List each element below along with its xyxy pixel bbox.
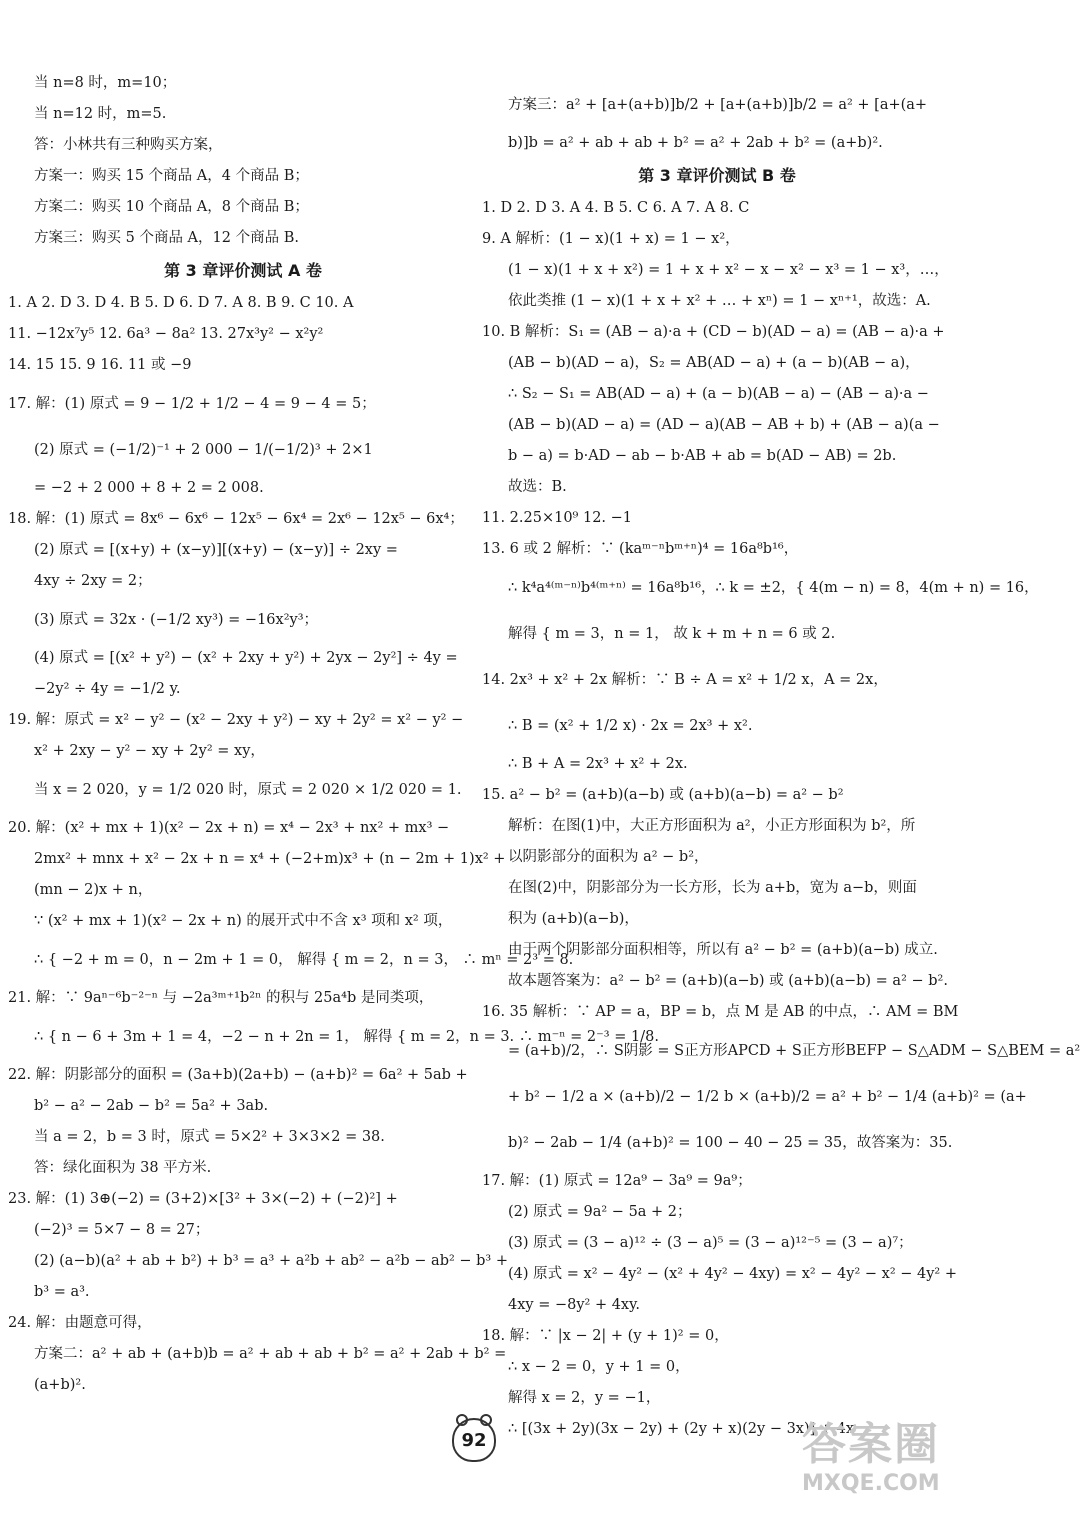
watermark-url: MXQE.COM xyxy=(802,1471,940,1496)
answer-line: 15. a² − b² = (a+b)(a−b) 或 (a+b)(a−b) = a² − b² xyxy=(482,787,844,803)
answer-line: 13. 6 或 2 解析：∵ (kaᵐ⁻ⁿbᵐ⁺ⁿ)⁴ = 16a⁸b¹⁶， xyxy=(482,541,799,557)
answer-line: 10. B 解析：S₁ = (AB − a)·a + (CD − b)(AD − a) = (AB − a)·a + xyxy=(482,324,945,340)
answer-line: 依此类推 (1 − x)(1 + x + x² + … + xⁿ) = 1 − xⁿ⁺¹，故选：A. xyxy=(508,293,931,309)
answer-line: (2) 原式 = (−1/2)⁻¹ + 2 000 − 1/(−1/2)³ + 2×1 xyxy=(34,442,373,458)
answer-line: (4) 原式 = x² − 4y² − (x² + 4y² − 4xy) = x² − 4y² − x² − 4y² + xyxy=(508,1266,958,1282)
section-heading: 第 3 章评价测试 A 卷 xyxy=(164,261,322,280)
answer-line: 解析：在图(1)中，大正方形面积为 a²，小正方形面积为 b²，所 xyxy=(508,818,916,834)
answer-line: (2) 原式 = 9a² − 5a + 2； xyxy=(508,1204,692,1220)
answer-line: ∴ B + A = 2x³ + x² + 2x. xyxy=(508,756,688,772)
answer-line: ∴ { −2 + m = 0，n − 2m + 1 = 0， 解得 { m = 2，n = 3， ∴ mⁿ = 2³ = 8. xyxy=(34,952,574,968)
answer-line: 解得 x = 2，y = −1， xyxy=(508,1390,661,1406)
answer-line: 答：小林共有三种购买方案， xyxy=(34,137,223,153)
right-column xyxy=(482,82,1080,1445)
answer-line: 24. 解：由题意可得， xyxy=(8,1315,152,1331)
answer-line: (1 − x)(1 + x + x²) = 1 + x + x² − x − x² − x³ = 1 − x³，…， xyxy=(508,262,949,278)
answer-line: 2mx² + mnx + x² − 2x + n = x⁴ + (−2+m)x³ + (n − 2m + 1)x² + xyxy=(34,851,506,867)
answer-line: 当 a = 2，b = 3 时，原式 = 5×2² + 3×3×2 = 38. xyxy=(34,1129,385,1145)
answer-line: 18. 解：(1) 原式 = 8x⁶ − 6x⁶ − 12x⁵ − 6x⁴ = 2x⁶ − 12x⁵ − 6x⁴； xyxy=(8,511,464,527)
page-number xyxy=(452,1418,496,1462)
answer-line: 故选：B. xyxy=(508,479,567,495)
answer-line: b)² − 2ab − 1/4 (a+b)² = 100 − 40 − 25 = 35，故答案为：35. xyxy=(508,1135,953,1151)
answer-line: 11. 2.25×10⁹ 12. −1 xyxy=(482,510,633,526)
watermark-title: 答案圈 xyxy=(802,1419,940,1470)
answer-line: (4) 原式 = [(x² + y²) − (x² + 2xy + y²) + 2yx − 2y²] ÷ 4y = xyxy=(34,650,458,666)
answer-line: (AB − b)(AD − a) = (AD − a)(AB − AB + b) + (AB − a)(a − xyxy=(508,417,940,433)
answer-line: 当 x = 2 020，y = 1/2 020 时，原式 = 2 020 × 1/2 020 = 1. xyxy=(34,782,462,798)
answer-line: ∵ (x² + mx + 1)(x² − 2x + n) 的展开式中不含 x³ 项和 x² 项， xyxy=(34,913,453,929)
answer-line: 17. 解：(1) 原式 = 9 − 1/2 + 1/2 − 4 = 9 − 4 = 5； xyxy=(8,396,376,412)
answer-line: ∴ k⁴a⁴⁽ᵐ⁻ⁿ⁾b⁴⁽ᵐ⁺ⁿ⁾ = 16a⁸b¹⁶，∴ k = ±2，{ 4(m − n) = 8，4(m + n) = 16， xyxy=(508,580,1039,596)
answer-line: 解得 { m = 3，n = 1， 故 k + m + n = 6 或 2. xyxy=(508,626,836,642)
answer-line: 方案三：a² + [a+(a+b)]b/2 + [a+(a+b)]b/2 = a² + [a+(a+ xyxy=(508,97,928,113)
answer-line: ∴ [(3x + 2y)(3x − 2y) + (2y + x)(2y − 3x)] ÷ 4x xyxy=(508,1421,855,1437)
answer-line: 19. 解：原式 = x² − y² − (x² − 2xy + y²) − xy + 2y² = x² − y² − xyxy=(8,712,464,728)
answer-line: 积为 (a+b)(a−b)， xyxy=(508,911,639,927)
answer-line: x² + 2xy − y² − xy + 2y² = xy， xyxy=(34,743,265,759)
answer-line: 11. −12x⁷y⁵ 12. 6a³ − 8a² 13. 27x³y² − x²y² xyxy=(8,326,324,342)
answer-line: (2) 原式 = [(x+y) + (x−y)][(x+y) − (x−y)] ÷ 2xy = xyxy=(34,542,398,558)
answer-line: 17. 解：(1) 原式 = 12a⁹ − 3a⁹ = 9a⁹； xyxy=(482,1173,752,1189)
answer-line: 14. 15 15. 9 16. 11 或 −9 xyxy=(8,357,192,373)
answer-line: 在图(2)中，阴影部分为一长方形，长为 a+b，宽为 a−b，则面 xyxy=(508,880,917,896)
answer-line: 答：绿化面积为 38 平方米. xyxy=(34,1160,212,1176)
page-number-text: 92 xyxy=(461,1429,487,1451)
answer-line: 当 n=8 时，m=10； xyxy=(34,75,177,91)
answer-line: (mn − 2)x + n， xyxy=(34,882,153,898)
answer-line: (AB − b)(AD − a)，S₂ = AB(AD − a) + (a − b)(AB − a)， xyxy=(508,355,920,371)
answer-line: (2) (a−b)(a² + ab + b²) + b³ = a³ + a²b + ab² − a²b − ab² − b³ + xyxy=(34,1253,509,1269)
answer-line: 18. 解：∵ |x − 2| + (y + 1)² = 0， xyxy=(482,1328,729,1344)
answer-line: 14. 2x³ + x² + 2x 解析：∵ B ÷ A = x² + 1/2 x，A = 2x， xyxy=(482,672,888,688)
answer-line: 方案三：购买 5 个商品 A，12 个商品 B. xyxy=(34,230,299,246)
answer-line: ∴ S₂ − S₁ = AB(AD − a) + (a − b)(AB − a) − (AB − a)·a − xyxy=(508,386,929,402)
answer-line: = (a+b)/2，∴ S阴影 = S正方形APCD + S正方形BEFP − S△ADM − S△BEM = a² xyxy=(508,1043,1080,1059)
answer-line: 方案二：购买 10 个商品 A，8 个商品 B； xyxy=(34,199,309,215)
answer-line: 方案一：购买 15 个商品 A，4 个商品 B； xyxy=(34,168,309,184)
answer-line: = −2 + 2 000 + 8 + 2 = 2 008. xyxy=(34,480,264,496)
answer-line: 方案二：a² + ab + (a+b)b = a² + ab + ab + b² = a² + 2ab + b² = xyxy=(34,1346,507,1362)
answer-line: + b² − 1/2 a × (a+b)/2 − 1/2 b × (a+b)/2 = a² + b² − 1/4 (a+b)² = (a+ xyxy=(508,1089,1027,1105)
answer-line: 16. 35 解析：∵ AP = a，BP = b，点 M 是 AB 的中点，∴ AM = BM xyxy=(482,1004,959,1020)
answer-line: (−2)³ = 5×7 − 8 = 27； xyxy=(34,1222,210,1238)
answer-line: 4xy = −8y² + 4xy. xyxy=(508,1297,640,1313)
answer-line: b)]b = a² + ab + ab + b² = a² + 2ab + b² = (a+b)². xyxy=(508,135,883,151)
answer-line: ∴ B = (x² + 1/2 x) · 2x = 2x³ + x². xyxy=(508,718,753,734)
answer-line: 9. A 解析：(1 − x)(1 + x) = 1 − x²， xyxy=(482,231,740,247)
answer-line: (a+b)². xyxy=(34,1377,86,1393)
answer-line: 20. 解：(x² + mx + 1)(x² − 2x + n) = x⁴ − 2x³ + nx² + mx³ − xyxy=(8,820,450,836)
answer-line: 22. 解：阴影部分的面积 = (3a+b)(2a+b) − (a+b)² = 6a² + 5ab + xyxy=(8,1067,468,1083)
answer-line: (3) 原式 = (3 − a)¹² ÷ (3 − a)⁵ = (3 − a)¹²⁻⁵ = (3 − a)⁷； xyxy=(508,1235,913,1251)
answer-line: ∴ x − 2 = 0，y + 1 = 0， xyxy=(508,1359,690,1375)
answer-line: b³ = a³. xyxy=(34,1284,90,1300)
answer-line: b − a) = b·AD − ab − b·AB + ab = b(AD − AB) = 2b. xyxy=(508,448,897,464)
answer-line: 1. D 2. D 3. A 4. B 5. C 6. A 7. A 8. C xyxy=(482,200,750,216)
answer-line: ∴ { n − 6 + 3m + 1 = 4，−2 − n + 2n = 1， 解得 { m = 2，n = 3. ∴ m⁻ⁿ = 2⁻³ = 1/8. xyxy=(34,1029,659,1045)
answer-line: (3) 原式 = 32x · (−1/2 xy³) = −16x²y³； xyxy=(34,612,319,628)
answer-line: −2y² ÷ 4y = −1/2 y. xyxy=(34,681,181,697)
answer-line: 故本题答案为：a² − b² = (a+b)(a−b) 或 (a+b)(a−b) = a² − b². xyxy=(508,973,948,989)
answer-line: 23. 解：(1) 3⊕(−2) = (3+2)×[3² + 3×(−2) + (−2)²] + xyxy=(8,1191,398,1207)
answer-line: 1. A 2. D 3. D 4. B 5. D 6. D 7. A 8. B 9. C 10. A xyxy=(8,295,354,311)
answer-line: 当 n=12 时，m=5. xyxy=(34,106,167,122)
watermark-logo xyxy=(802,1420,998,1510)
answer-line: 以阴影部分的面积为 a² − b²， xyxy=(508,849,709,865)
section-heading: 第 3 章评价测试 B 卷 xyxy=(638,166,796,185)
answer-line: 4xy ÷ 2xy = 2； xyxy=(34,573,152,589)
answer-line: b² − a² − 2ab − b² = 5a² + 3ab. xyxy=(34,1098,269,1114)
answer-line: 21. 解：∵ 9aⁿ⁻⁶b⁻²⁻ⁿ 与 −2a³ᵐ⁺¹b²ⁿ 的积与 25a⁴b 是同类项， xyxy=(8,990,434,1006)
answer-line: 由于两个阴影部分面积相等，所以有 a² − b² = (a+b)(a−b) 成立. xyxy=(508,942,938,958)
